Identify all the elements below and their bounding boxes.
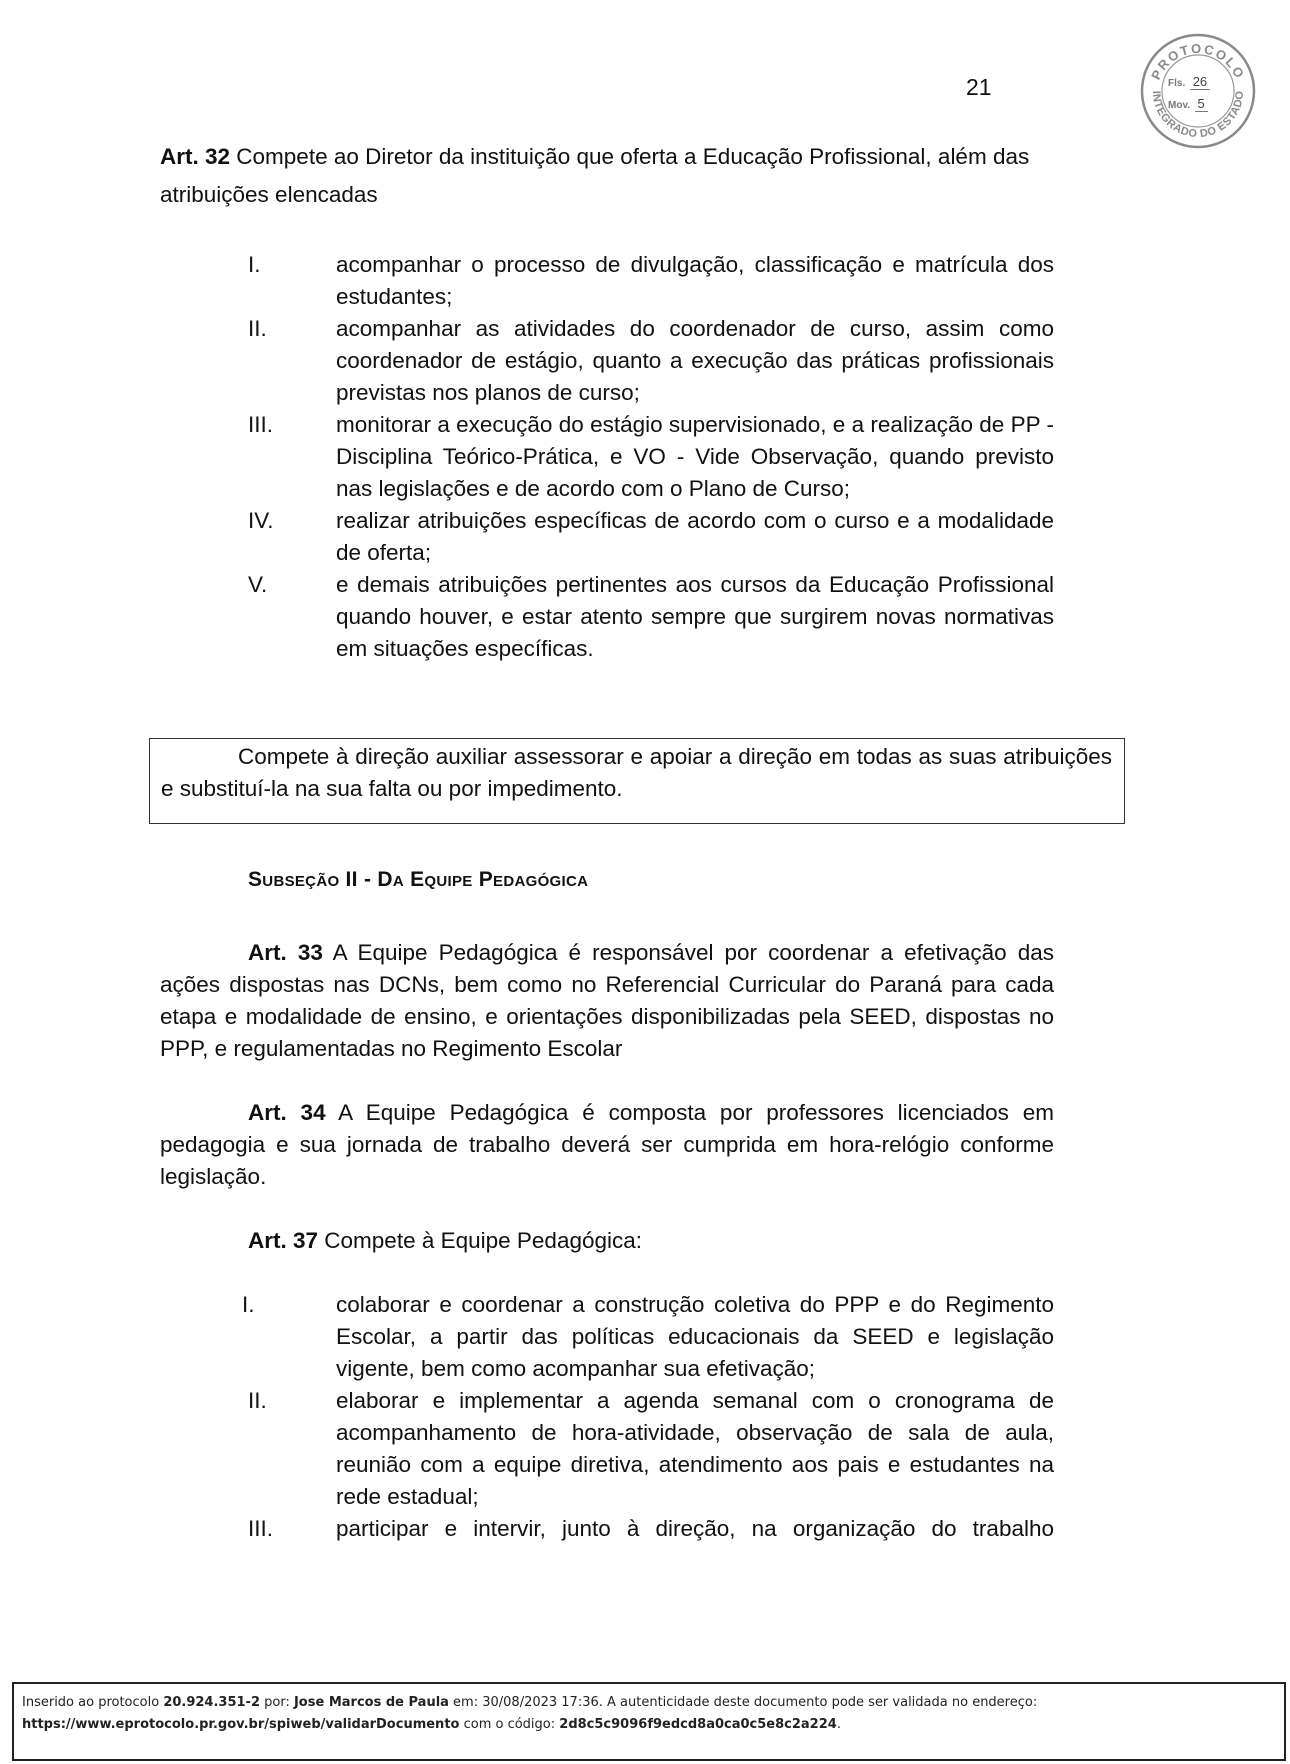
list-item-number: II. [248, 1388, 267, 1413]
article-34-text: A Equipe Pedagógica é composta por professores licenciados em pedagogia e sua jornada de trabalho deverá ser cumprida em hora-relógio conforme legislação. [160, 1100, 1054, 1189]
list-item-number: II. [248, 316, 267, 341]
list-item-number: IV. [248, 508, 274, 533]
footer-text: por: [260, 1695, 294, 1710]
article-33-label: Art. 33 [248, 940, 323, 965]
article-34 [160, 1097, 1054, 1193]
list-item-text: elaborar e implementar a agenda semanal com o cronograma de acompanhamento de hora-atividade, observação de sala de aula, reunião com a equipe diretiva, atendimento aos pais e estudantes na rede estadual; [336, 1388, 1054, 1509]
list-item-number: III. [248, 1516, 274, 1541]
stamp-mov-value: 5 [1195, 96, 1208, 112]
list-item-number: I. [242, 1292, 255, 1317]
article-33 [160, 937, 1054, 1065]
article-32-label: Art. 32 [160, 144, 231, 169]
list-item [160, 249, 1054, 313]
stamp-arc-side: INTEGRADO DO ESTADO [1149, 90, 1247, 141]
director-duties-list [160, 249, 1054, 665]
list-item-text: e demais atribuições pertinentes aos cursos da Educação Profissional quando houver, e estar atento sempre que surgirem novas normativas em situações específicas. [336, 572, 1054, 661]
article-32-text: Compete ao Diretor da instituição que oferta a Educação Profissional, além das atribuições elencadas [160, 144, 1030, 207]
protocol-stamp [1139, 32, 1257, 150]
footer-validation-code: 2d8c5c9096f9edcd8a0ca0c5e8c2a224 [559, 1717, 837, 1732]
list-item-text: acompanhar o processo de divulgação, classificação e matrícula dos estudantes; [336, 252, 1054, 309]
article-32 [160, 138, 1054, 214]
protocol-footer [12, 1682, 1286, 1761]
stamp-seal-icon [1139, 32, 1257, 150]
stamp-fls-label: Fls. [1168, 78, 1186, 89]
subsection-heading: Subseção II - Da Equipe Pedagógica [248, 868, 589, 891]
list-item-text: participar e intervir, junto à direção, na organização do trabalho [336, 1516, 1054, 1541]
list-item-text: monitorar a execução do estágio supervisionado, e a realização de PP - Disciplina Teórico-Prática, e VO - Vide Observação, quando previsto nas legislações e de acordo com o Plano de Curso; [336, 412, 1054, 501]
pedagogical-team-duties-list [160, 1289, 1054, 1545]
list-item [160, 1513, 1054, 1545]
stamp-fls-value: 26 [1190, 74, 1210, 90]
list-item [160, 313, 1054, 409]
article-33-text: A Equipe Pedagógica é responsável por coordenar a efetivação das ações dispostas nas DCNs, bem como no Referencial Curricular do Paraná para cada etapa e modalidade de ensino, e orientações disponibilizadas pela SEED, dispostas no PPP, e regulamentadas no Regimento Escolar [160, 940, 1054, 1061]
list-item-number: I. [248, 252, 261, 277]
list-item-text: acompanhar as atividades do coordenador de curso, assim como coordenador de estágio, quanto a execução das práticas profissionais previstas nos planos de curso; [336, 316, 1054, 405]
footer-protocol-number: 20.924.351-2 [163, 1695, 260, 1710]
footer-author: Jose Marcos de Paula [293, 1695, 449, 1710]
footer-text: em: 30/08/2023 17:36. A autenticidade deste documento pode ser validada no endereço: [448, 1695, 1038, 1710]
list-item-text: realizar atribuições específicas de acordo com o curso e a modalidade de oferta; [336, 508, 1054, 565]
stamp-arc-top: PROTOCOLO [1148, 40, 1248, 82]
list-item [160, 505, 1054, 569]
footer-validation-link[interactable]: https://www.eprotocolo.pr.gov.br/spiweb/validarDocumento [22, 1717, 460, 1732]
list-item-number: III. [248, 412, 274, 437]
article-37-label: Art. 37 [248, 1228, 319, 1253]
list-item [160, 409, 1054, 505]
list-item [160, 1289, 1054, 1385]
stamp-mov [1168, 95, 1208, 113]
article-34-label: Art. 34 [248, 1100, 326, 1125]
assistant-direction-box [149, 738, 1125, 824]
list-item [160, 1385, 1054, 1513]
list-item [160, 569, 1054, 665]
stamp-fls [1168, 73, 1210, 91]
page-number: 21 [966, 74, 992, 100]
stamp-mov-label: Mov. [1168, 100, 1191, 111]
article-37-text: Compete à Equipe Pedagógica: [318, 1228, 643, 1253]
footer-text: com o código: [459, 1717, 560, 1732]
footer-text: Inserido ao protocolo [22, 1695, 164, 1710]
list-item-text: colaborar e coordenar a construção coletiva do PPP e do Regimento Escolar, a partir das políticas educacionais da SEED e legislação vigente, bem como acompanhar sua efetivação; [336, 1292, 1054, 1381]
list-item-number: V. [248, 572, 268, 597]
box-text: Compete à direção auxiliar assessorar e apoiar a direção em todas as suas atribuições e substituí-la na sua falta ou por impedimento. [161, 744, 1112, 801]
article-37 [160, 1225, 1054, 1257]
footer-text: . [836, 1717, 841, 1732]
